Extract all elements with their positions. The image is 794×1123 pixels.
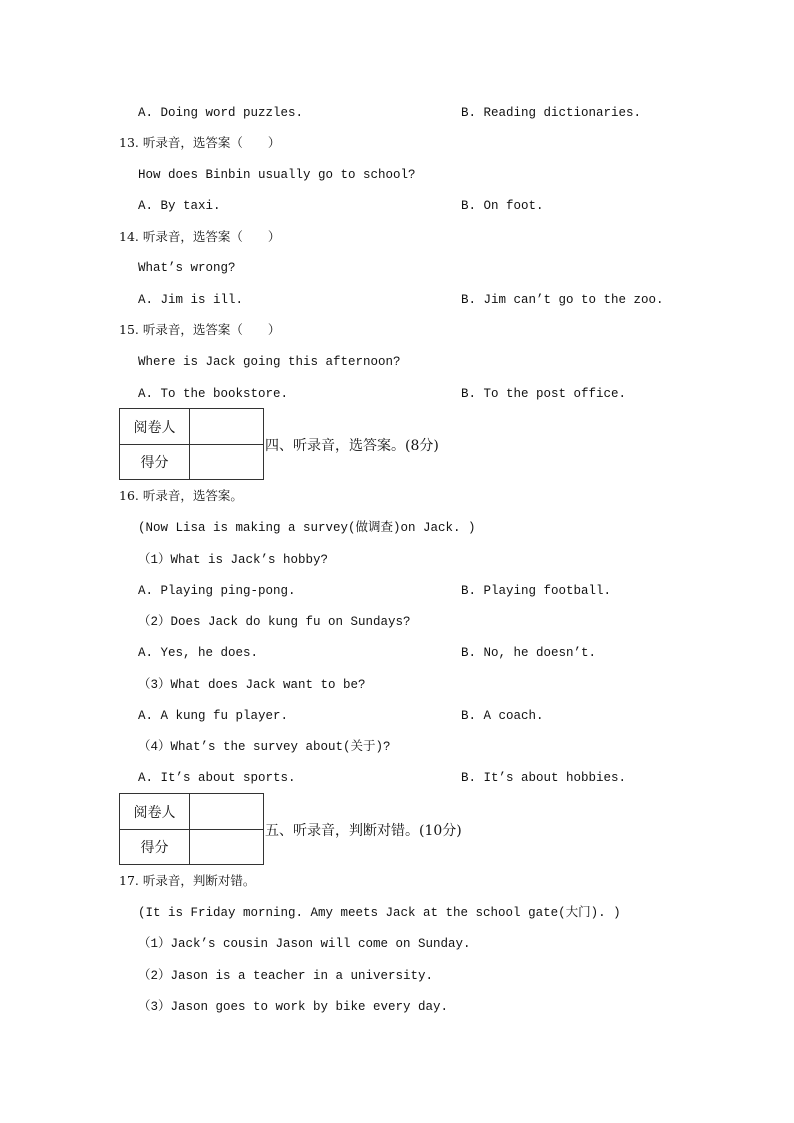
q17-title: 17. 听录音，判断对错。: [119, 873, 256, 888]
q15-option-b: B. To the post office.: [461, 387, 627, 401]
q14-option-a: A. Jim is ill.: [138, 293, 244, 307]
q14-question: What’s wrong?: [138, 261, 236, 275]
q15-question: Where is Jack going this afternoon?: [138, 355, 401, 369]
score-label: 得分: [120, 445, 190, 479]
q12-option-b: B. Reading dictionaries.: [461, 106, 642, 120]
score-label: 得分: [120, 830, 190, 864]
q15-option-a: A. To the bookstore.: [138, 387, 289, 401]
q16-title: 16. 听录音，选答案。: [119, 488, 243, 503]
q16-item-2-option-a: A. Yes, he does.: [138, 646, 259, 660]
q16-item-1-question: （1）What is Jack’s hobby?: [138, 553, 329, 567]
q16-item-4-question: （4）What’s the survey about(关于)?: [138, 740, 391, 754]
q16-item-4-option-a: A. It’s about sports.: [138, 771, 296, 785]
reviewer-field: [190, 794, 264, 830]
q14-option-b: B. Jim can’t go to the zoo.: [461, 293, 664, 307]
q16-intro: (Now Lisa is making a survey(做调查)on Jack. ): [138, 521, 476, 535]
q13-option-b: B. On foot.: [461, 199, 544, 213]
q16-item-3-question: （3）What does Jack want to be?: [138, 678, 366, 692]
q17-intro: (It is Friday morning. Amy meets Jack at the school gate(大门). ): [138, 906, 621, 920]
score-field: [190, 830, 264, 864]
q17-statement-2: （2）Jason is a teacher in a university.: [138, 969, 434, 983]
reviewer-label: 阅卷人: [120, 794, 190, 830]
q16-item-1-option-a: A. Playing ping-pong.: [138, 584, 296, 598]
score-field: [190, 445, 264, 479]
q16-item-1-option-b: B. Playing football.: [461, 584, 612, 598]
q16-item-4-option-b: B. It’s about hobbies.: [461, 771, 627, 785]
q16-item-2-option-b: B. No, he doesn’t.: [461, 646, 597, 660]
q15-title: 15. 听录音，选答案（ ）: [119, 322, 281, 337]
q13-title: 13. 听录音，选答案（ ）: [119, 135, 281, 150]
q17-statement-1: （1）Jack’s cousin Jason will come on Sunday.: [138, 937, 471, 951]
q17-statement-3: （3）Jason goes to work by bike every day.: [138, 1000, 449, 1014]
q16-item-3-option-b: B. A coach.: [461, 709, 544, 723]
q12-option-a: A. Doing word puzzles.: [138, 106, 304, 120]
reviewer-label: 阅卷人: [120, 409, 190, 445]
q14-title: 14. 听录音，选答案（ ）: [119, 229, 281, 244]
section5-title: 五、听录音，判断对错。(10分): [265, 823, 462, 839]
reviewer-field: [190, 409, 264, 445]
q16-item-3-option-a: A. A kung fu player.: [138, 709, 289, 723]
score-table-section4: [119, 408, 264, 480]
q16-item-2-question: （2）Does Jack do kung fu on Sundays?: [138, 615, 411, 629]
section4-title: 四、听录音，选答案。(8分): [265, 438, 439, 454]
q13-option-a: A. By taxi.: [138, 199, 221, 213]
q13-question: How does Binbin usually go to school?: [138, 168, 416, 182]
score-table-section5: [119, 793, 264, 865]
